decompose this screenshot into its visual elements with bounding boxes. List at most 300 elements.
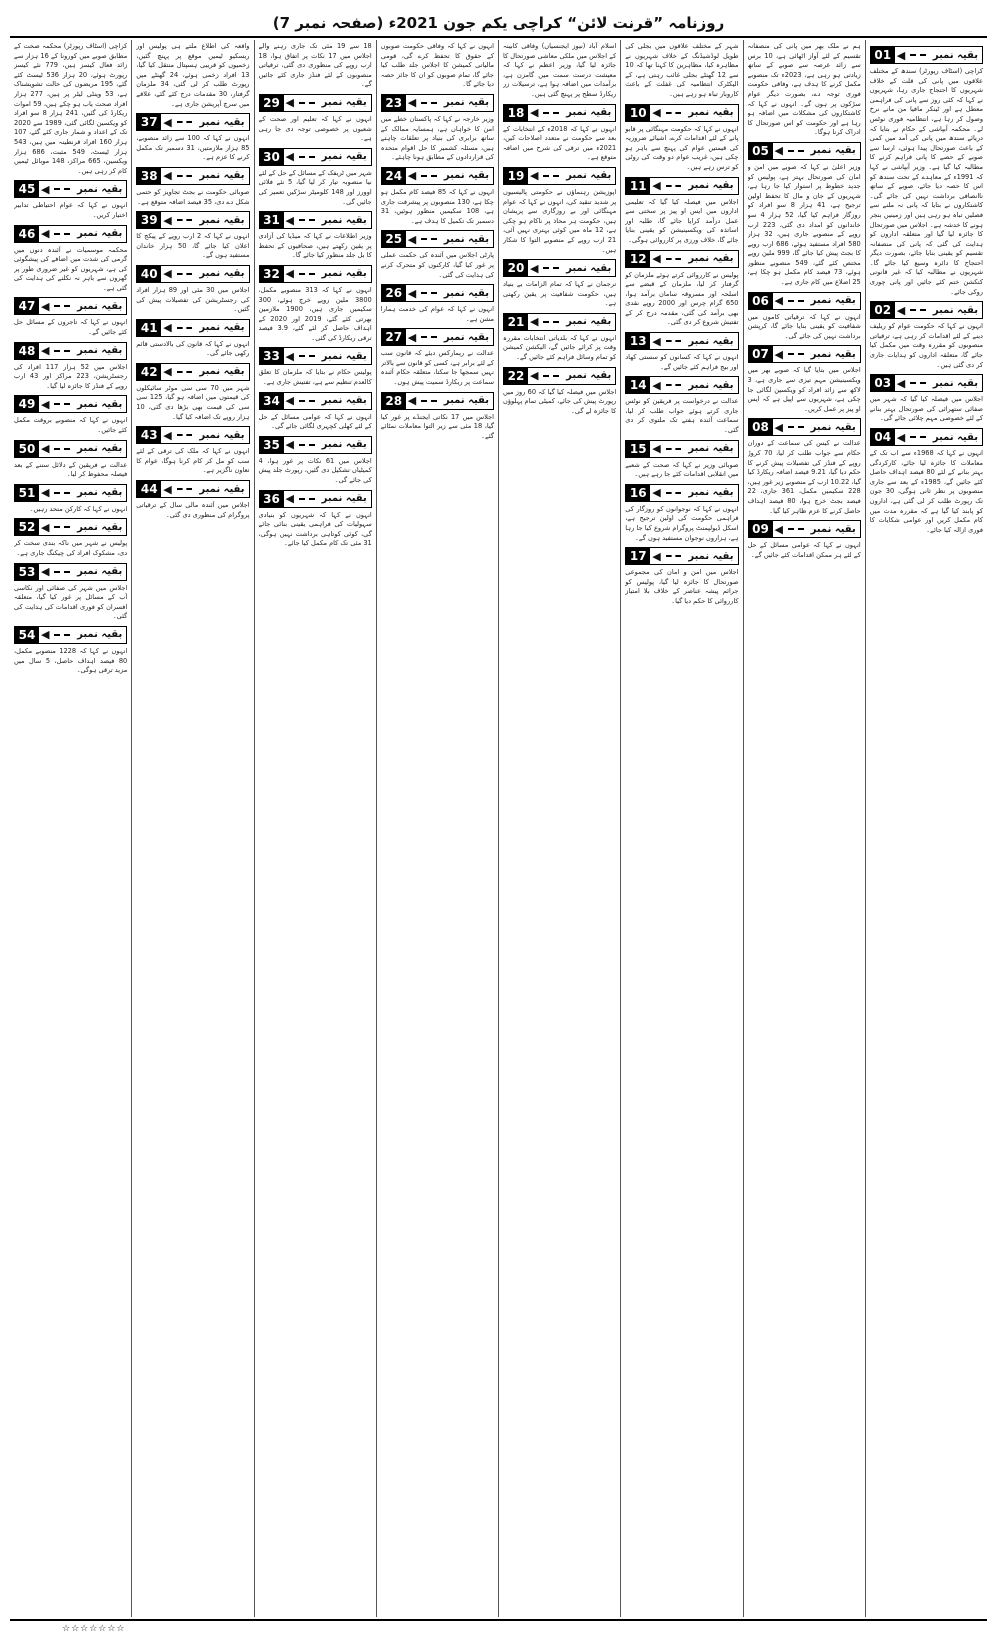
dashed-line — [910, 436, 926, 438]
continuation-word: بقیہ نمبر — [443, 170, 489, 182]
continuation-word: بقیہ نمبر — [199, 268, 245, 280]
arrow-left-icon: ◀ — [652, 106, 661, 120]
continuation-label — [748, 142, 861, 160]
dashed-line — [421, 102, 437, 104]
continuation-label — [748, 345, 861, 363]
article-text: پولیس حکام نے بتایا کہ ملزمان کا تعلق کالعدم تنظیم سے ہے، تفتیش جاری ہے۔ — [258, 368, 372, 387]
arrow-left-icon: ◀ — [41, 565, 50, 579]
article-text: شہر کے مختلف علاقوں میں بجلی کی طویل لوڈشیڈنگ کے خلاف شہریوں نے مظاہرہ کیا، مظاہرین کا کہنا تھا کہ 10 سے 12 گھنٹے بجلی غائب رہتی ہے، کے الیکٹرک انتظامیہ کی غفلت کے باعث کاروبار تباہ ہو رہے ہیں۔ — [625, 42, 739, 98]
article-text: ہم نے ملک بھر میں پانی کی منصفانہ تقسیم کے لئے آواز اٹھائی ہے، 10 برس سے زائد عرصہ سے صوبے کے ساتھ زیادتی ہو رہی ہے، 2023ء تک منصوبے مکمل کرنے کا ہدف ہے، وفاقی حکومت فوری توجہ دے، بصورت دیگر عوام سڑکوں پر ہوں گے۔ انہوں نے کہا کہ کاشتکاروں کی مشکلات میں اضافہ ہو رہا ہے اور حکومت کو اس صورتحال کا ادراک کرنا ہوگا۔ — [747, 42, 861, 137]
continuation-label — [14, 563, 127, 581]
continuation-label — [870, 301, 983, 319]
continuation-number: 40 — [137, 266, 161, 282]
continuation-number: 32 — [260, 266, 284, 282]
continuation-word: بقیہ نمبر — [321, 439, 367, 451]
article-text: اجلاس میں 30 مئی اور 89 ہزار افراد کی رجسٹریشن کی تفصیلات پیش کی گئیں۔ — [136, 285, 250, 314]
article-text: انہوں نے کہا کہ کسانوں کو سستی کھاد اور بیج فراہم کئے جائیں گے۔ — [625, 353, 739, 371]
arrow-left-icon: ◀ — [652, 549, 661, 563]
continuation-label — [136, 113, 249, 131]
continuation-word: بقیہ نمبر — [688, 379, 734, 391]
continuation-label — [625, 484, 738, 502]
continuation-label — [748, 418, 861, 436]
continuation-label — [259, 211, 372, 229]
news-column — [376, 40, 498, 1617]
arrow-left-icon: ◀ — [530, 315, 539, 329]
dashed-line — [299, 273, 315, 275]
arrow-left-icon: ◀ — [41, 227, 50, 240]
continuation-word: بقیہ نمبر — [199, 322, 245, 334]
article-text: انہوں نے کہا کہ 1968ء سے اب تک کے معاملات کا جائزہ لیا جائے، کارکردگی بہتر بنانے کے لئے 80 فیصد اہداف حاصل کئے جائیں گے، 1985ء کے بعد سے جاری منصوبوں پر نظر ثانی ہوگی، 30 جون تک رپورٹ طلب کر لی گئی ہے، اداروں کو پابند کیا گیا ہے کہ مقررہ مدت میں کام مکمل کریں اور عوامی شکایات کا فوری ازالہ کیا جائے۔ — [869, 449, 983, 534]
article-text: انہوں نے کہا کہ 2 ارب روپے کے پیکج کا اعلان کیا جائے گا، 50 ہزار خاندان مستفید ہوں گے۔ — [136, 232, 250, 260]
dashed-line — [788, 353, 804, 355]
article-text: انہوں نے کہا کہ 2018ء کے انتخابات کے بعد سے حکومت نے متعدد اصلاحات کیں، 2021ء میں ترقی کی شرح میں اضافہ متوقع ہے۔ — [503, 124, 617, 162]
dashed-line — [666, 555, 682, 557]
continuation-label — [503, 167, 616, 185]
dashed-line — [543, 321, 559, 323]
continuation-label — [503, 367, 616, 385]
arrow-left-icon: ◀ — [41, 442, 50, 456]
dashed-line — [666, 492, 682, 494]
arrow-left-icon: ◀ — [774, 420, 783, 434]
dashed-line — [54, 403, 70, 405]
arrow-left-icon: ◀ — [41, 397, 50, 411]
news-column — [10, 40, 131, 1617]
arrow-left-icon: ◀ — [285, 96, 294, 110]
dashed-line — [666, 112, 682, 114]
continuation-word: بقیہ نمبر — [321, 151, 367, 163]
article-text: اسلام آباد (نیوز ایجنسیاں) وفاقی کابینہ کے اجلاس میں ملکی معاشی صورتحال کا جائزہ لیا گیا، وزیر اعظم نے کہا کہ معیشت درست سمت میں گامزن ہے، برآمدات میں اضافہ ہوا ہے، ترسیلات زر ریکارڈ سطح پر پہنچ گئی ہیں۔ — [503, 42, 617, 98]
continuation-label — [14, 484, 127, 502]
dashed-line — [788, 150, 804, 152]
news-column — [620, 40, 742, 1617]
continuation-number: 12 — [626, 251, 650, 267]
continuation-label — [14, 180, 127, 198]
continuation-number: 28 — [382, 393, 406, 409]
arrow-left-icon: ◀ — [163, 169, 172, 183]
continuation-label — [870, 428, 983, 446]
arrow-left-icon: ◀ — [652, 252, 661, 265]
continuation-number: 26 — [382, 285, 406, 301]
continuation-number: 15 — [626, 441, 650, 457]
continuation-label — [870, 374, 983, 392]
article-text: وزیر اعلیٰ نے کہا کہ صوبے میں امن و امان کی صورتحال بہتر ہے، پولیس کو جدید خطوط پر استوار کیا جا رہا ہے، شہریوں کے جان و مال کا تحفظ اولین ترجیح ہے، 41 ہزار 8 سو افراد کو روزگار فراہم کیا گیا، 52 ہزار 4 سو خاندانوں کو امداد دی گئی، 223 ارب روپے کے منصوبے جاری ہیں، 32 ہزار 580 افراد مستفید ہوئے، 686 ارب روپے کا بجٹ پیش کیا جائے گا، 999 ملین روپے مختص کئے گئے، 549 منصوبے منظور ہوئے، 73 فیصد کام مکمل ہو چکا ہے، 25 اضلاع میں کام جاری ہے۔ — [747, 162, 861, 287]
continuation-word: بقیہ نمبر — [321, 268, 367, 280]
article-text: اجلاس میں 61 نکات پر غور ہوا، 4 کمیٹیاں تشکیل دی گئیں، رپورٹ جلد پیش کی جائے گی۔ — [258, 456, 372, 485]
continuation-label — [625, 547, 738, 565]
continuation-label — [381, 167, 494, 185]
article-text: انہوں نے کہا کہ 1228 منصوبے مکمل، 80 فیصد اہداف حاصل، 5 سال میں مزید ترقی ہوگی۔ — [14, 646, 128, 675]
continuation-number: 39 — [137, 212, 161, 228]
continuation-word: بقیہ نمبر — [932, 377, 978, 389]
dashed-line — [910, 54, 926, 56]
arrow-left-icon: ◀ — [41, 628, 50, 642]
article-text: محکمہ موسمیات نے آئندہ دنوں میں گرمی کی شدت میں اضافے کی پیشگوئی کی ہے، شہریوں کو غیر ضروری طور پر گھروں سے باہر نہ نکلنے کی ہدایت کی گئی ہے۔ — [14, 245, 128, 292]
continuation-label — [14, 626, 127, 644]
continuation-word: بقیہ نمبر — [77, 629, 123, 641]
arrow-left-icon: ◀ — [652, 334, 661, 348]
continuation-number: 35 — [260, 437, 284, 453]
continuation-word: بقیہ نمبر — [688, 253, 734, 264]
continuation-number: 44 — [137, 481, 161, 497]
article-text: اجلاس میں امن و امان کی مجموعی صورتحال کا جائزہ لیا گیا، پولیس کو جرائم پیشہ عناصر کے خلاف بلا امتیاز کارروائی کا حکم دیا گیا۔ — [625, 568, 739, 605]
article-text: اجلاس میں 17 نکاتی ایجنڈے پر غور کیا گیا، 18 مئی سے زیر التوا معاملات نمٹائے گئے۔ — [380, 412, 494, 440]
dashed-line — [421, 292, 437, 294]
continuation-number: 14 — [626, 377, 650, 393]
continuation-label — [136, 426, 249, 444]
arrow-left-icon: ◀ — [163, 115, 172, 129]
dashed-line — [543, 112, 559, 114]
dashed-line — [299, 219, 315, 221]
continuation-word: بقیہ نمبر — [688, 180, 734, 192]
continuation-word: بقیہ نمبر — [321, 214, 367, 226]
dashed-line — [910, 382, 926, 384]
arrow-left-icon: ◀ — [41, 486, 50, 500]
continuation-number: 31 — [260, 212, 284, 228]
continuation-word: بقیہ نمبر — [321, 97, 367, 109]
continuation-number: 10 — [626, 105, 650, 121]
continuation-word: بقیہ نمبر — [199, 170, 245, 182]
dashed-line — [788, 300, 804, 302]
arrow-left-icon: ◀ — [41, 344, 50, 358]
continuation-word: بقیہ نمبر — [932, 304, 978, 316]
continuation-word: بقیہ نمبر — [932, 431, 978, 443]
arrow-left-icon: ◀ — [530, 369, 539, 383]
continuation-label — [259, 265, 372, 283]
arrow-left-icon: ◀ — [163, 321, 172, 335]
continuation-word: بقیہ نمبر — [77, 487, 123, 499]
dashed-line — [299, 355, 315, 357]
arrow-left-icon: ◀ — [652, 486, 661, 500]
dashed-line — [177, 121, 193, 123]
article-text: انہوں نے کہا کہ عوام احتیاطی تدابیر اختیار کریں۔ — [14, 201, 128, 219]
article-text: پارٹی اجلاس میں آئندہ کی حکمت عملی پر غور کیا گیا، کارکنوں کو متحرک کرنے کی ہدایت کی گئی۔ — [380, 251, 494, 279]
continuation-word: بقیہ نمبر — [77, 521, 123, 533]
article-text: وزیر خارجہ نے کہا کہ پاکستان خطے میں امن کا خواہاں ہے، ہمسایہ ممالک کے ساتھ برابری کی بنیاد پر تعلقات چاہتے ہیں، مسئلہ کشمیر کا حل اقوام متحدہ کی قراردادوں کے مطابق ہونا چاہئے۔ — [380, 114, 494, 162]
continuation-word: بقیہ نمبر — [810, 523, 856, 535]
continuation-word: بقیہ نمبر — [688, 335, 734, 347]
continuation-label — [625, 177, 738, 195]
dashed-line — [666, 258, 682, 260]
continuation-label — [14, 342, 127, 360]
arrow-left-icon: ◀ — [285, 349, 294, 363]
dashed-line — [666, 384, 682, 386]
article-text: انہوں نے کہا کہ ترقیاتی کاموں میں شفافیت کو یقینی بنایا جائے گا، کرپشن برداشت نہیں کی جائے گی۔ — [747, 312, 861, 340]
columns-container — [10, 40, 987, 1617]
article-text: وزیر اطلاعات نے کہا کہ میڈیا کی آزادی پر یقین رکھتے ہیں، صحافیوں کے تحفظ کا بل جلد منظور کیا جائے گا۔ — [258, 232, 372, 260]
dashed-line — [54, 350, 70, 352]
continuation-word: بقیہ نمبر — [810, 348, 856, 360]
continuation-label — [14, 440, 127, 458]
arrow-left-icon: ◀ — [407, 394, 417, 408]
article-text: عدالت نے درخواست پر فریقین کو نوٹس جاری کرتے ہوئے جواب طلب کر لیا، سماعت آئندہ ہفتے تک ملتوی کر دی گئی۔ — [625, 397, 739, 435]
article-text: انہوں نے کہا کہ 100 سے زائد منصوبے، 85 ہزار ملازمتیں، 31 دسمبر تک مکمل کرنے کا عزم ہے۔ — [136, 134, 250, 162]
article-text: انہوں نے کہا کہ منصوبے بروقت مکمل کئے جائیں۔ — [14, 416, 128, 435]
continuation-label — [381, 94, 494, 112]
continuation-number: 18 — [504, 105, 528, 121]
article-text: اجلاس میں فیصلہ کیا گیا کہ شہر میں صفائی ستھرائی کی صورتحال بہتر بنانے کے لئے خصوصی مہم چلائی جائے گی۔ — [869, 395, 983, 423]
continuation-number: 17 — [626, 548, 650, 564]
article-text: انہوں نے کہا کہ حکومت مہنگائی پر قابو پانے کے لئے اقدامات کرے، اشیائے ضروریہ کی قیمتیں عوام کی پہنچ سے باہر ہو چکی ہیں، غریب عوام دو وقت کی روٹی کو ترس رہے ہیں۔ — [625, 124, 739, 171]
dashed-line — [54, 571, 70, 573]
article-text: اجلاس میں فیصلہ کیا گیا کہ 60 روز میں رپورٹ پیش کی جائے، کمیٹی تمام پہلوؤں کا جائزہ لے گی۔ — [503, 387, 617, 415]
continuation-word: بقیہ نمبر — [77, 566, 123, 578]
article-text: اپوزیشن رہنماؤں نے حکومتی پالیسیوں پر شدید تنقید کی، انہوں نے کہا کہ عوام مہنگائی اور بے روزگاری سے پریشان ہیں، حکومت ہر محاذ پر ناکام ہو چکی ہے، 12 ماہ میں کوئی بہتری نہیں آئی، 21 ارب روپے کے منصوبے التوا کا شکار ہیں۔ — [503, 187, 617, 254]
continuation-word: بقیہ نمبر — [688, 487, 734, 499]
continuation-label — [14, 225, 127, 243]
continuation-label — [625, 250, 738, 268]
continuation-word: بقیہ نمبر — [321, 395, 367, 407]
continuation-label — [136, 211, 249, 229]
continuation-label — [259, 94, 372, 112]
continuation-number: 23 — [382, 95, 406, 111]
article-text: اجلاس میں آئندہ مالی سال کے ترقیاتی پروگرام کی منظوری دی گئی۔ — [136, 501, 250, 519]
continuation-number: 53 — [15, 564, 39, 580]
continuation-number: 08 — [749, 419, 773, 435]
continuation-word: بقیہ نمبر — [77, 183, 123, 195]
continuation-label — [14, 518, 127, 536]
continuation-label — [259, 436, 372, 454]
arrow-left-icon: ◀ — [652, 179, 661, 193]
article-text: اجلاس میں شہر کی صفائی اور نکاسی آب کے مسائل پر غور کیا گیا، متعلقہ افسران کو فوری اقدامات کی ہدایت کی گئی۔ — [14, 583, 128, 621]
arrow-left-icon: ◀ — [774, 144, 783, 158]
dashed-line — [54, 526, 70, 528]
continuation-number: 43 — [137, 427, 161, 443]
continuation-label — [503, 259, 616, 277]
continuation-label — [625, 376, 738, 394]
arrow-left-icon: ◀ — [530, 169, 539, 183]
continuation-number: 46 — [15, 226, 39, 242]
article-text: انہوں نے کہا کہ تاجروں کے مسائل حل کئے جائیں گے۔ — [14, 318, 128, 337]
dashed-line — [177, 488, 193, 490]
article-text: عدالت نے فریقین کے دلائل سننے کے بعد فیصلہ محفوظ کر لیا۔ — [14, 460, 128, 479]
continuation-label — [748, 292, 861, 310]
continuation-number: 22 — [504, 368, 528, 384]
continuation-word: بقیہ نمبر — [810, 421, 856, 433]
continuation-label — [381, 230, 494, 248]
article-text: 18 سے 19 مئی تک جاری رہنے والے اجلاس میں 17 نکات پر اتفاق ہوا، 18 ارب روپے کی منظوری دی گئی، ترقیاتی منصوبوں کے لئے فنڈز جاری کئے جائیں گے۔ — [258, 42, 372, 89]
arrow-left-icon: ◀ — [896, 376, 906, 390]
continuation-label — [136, 265, 249, 283]
arrow-left-icon: ◀ — [896, 48, 906, 62]
article-text: ترجمان نے کہا کہ تمام الزامات بے بنیاد ہیں، حکومت شفافیت پر یقین رکھتی ہے۔ — [503, 280, 617, 308]
continuation-word: بقیہ نمبر — [810, 295, 856, 307]
arrow-left-icon: ◀ — [896, 430, 906, 444]
article-text: انہوں نے کہا کہ وفاقی حکومت صوبوں کے حقوق کا تحفظ کرے گی، قومی مالیاتی کمیشن کا اجلاس جلد طلب کیا جائے گا، تمام صوبوں کو ان کا جائز حصہ دیا جائے گا۔ — [380, 42, 494, 89]
continuation-word: بقیہ نمبر — [77, 443, 123, 455]
continuation-word: بقیہ نمبر — [688, 443, 734, 455]
dashed-line — [543, 267, 559, 269]
continuation-label — [381, 328, 494, 346]
dashed-line — [788, 528, 804, 530]
article-text: انہوں نے کہا کہ ملک کی ترقی کے لئے سب کو مل کر کام کرنا ہوگا، عوام کا تعاون ناگزیر ہے۔ — [136, 447, 250, 475]
continuation-number: 05 — [749, 143, 773, 159]
continuation-number: 20 — [504, 260, 528, 276]
continuation-number: 09 — [749, 521, 773, 537]
article-text: انہوں نے کہا کہ 313 منصوبے مکمل، 3800 ملین روپے خرچ ہوئے، 300 سکیمیں جاری ہیں، 1900 ملازمین بھرتی کئے گئے، 2019 اور 2020 کے اہداف حاصل کر لئے گئے، 3.9 فیصد ترقی ریکارڈ کی گئی۔ — [258, 285, 372, 342]
article-text: انہوں نے کہا کہ عوامی مسائل کے حل کے لئے کھلی کچہری لگائی جائے گی۔ — [258, 412, 372, 431]
dashed-line — [177, 434, 193, 436]
dashed-line — [666, 185, 682, 187]
continuation-number: 02 — [871, 302, 895, 318]
arrow-left-icon: ◀ — [407, 96, 417, 110]
arrow-left-icon: ◀ — [774, 347, 783, 361]
continuation-word: بقیہ نمبر — [77, 345, 123, 357]
news-column — [254, 40, 376, 1617]
continuation-word: بقیہ نمبر — [688, 550, 734, 562]
continuation-number: 01 — [871, 47, 895, 63]
continuation-number: 34 — [260, 393, 284, 409]
article-text: عدالت نے کیس کی سماعت کے دوران حکام سے جواب طلب کر لیا، 70 کروڑ روپے کے فنڈز کی تفصیلات پیش کرنے کا حکم دیا گیا، 9.21 فیصد اضافہ ریکارڈ کیا گیا، 10.22 ارب کے منصوبے زیر غور ہیں، 228 سکیمیں مکمل، 361 جاری، 22 فیصد بجٹ خرچ ہوا، 80 فیصد اہداف حاصل کرنے کا عزم ظاہر کیا گیا۔ — [747, 439, 861, 515]
continuation-label — [259, 347, 372, 365]
dashed-line — [54, 188, 70, 190]
dashed-line — [543, 175, 559, 177]
continuation-number: 42 — [137, 364, 161, 380]
article-text: انہوں نے کہا کہ قانون کی بالادستی قائم رکھی جائے گی۔ — [136, 339, 250, 358]
arrow-left-icon: ◀ — [285, 267, 294, 281]
continuation-number: 52 — [15, 519, 39, 535]
continuation-number: 13 — [626, 333, 650, 349]
continuation-number: 06 — [749, 293, 773, 309]
continuation-label — [259, 148, 372, 166]
continuation-number: 11 — [626, 178, 650, 194]
arrow-left-icon: ◀ — [285, 150, 294, 164]
continuation-word: بقیہ نمبر — [77, 398, 123, 410]
article-text: انہوں نے کہا کہ عوامی مسائل کے حل کے لئے ہر ممکن اقدامات کئے جائیں گے۔ — [747, 541, 861, 559]
article-text: صوبائی وزیر نے کہا کہ صحت کے شعبے میں انقلابی اقدامات کئے جا رہے ہیں۔ — [625, 460, 739, 479]
continuation-number: 03 — [871, 375, 895, 391]
dashed-line — [421, 175, 437, 177]
arrow-left-icon: ◀ — [41, 182, 50, 196]
continuation-number: 19 — [504, 168, 528, 184]
article-text: شہر میں ٹریفک کے مسائل کے حل کے لئے نیا منصوبہ تیار کر لیا گیا، 5 نئے فلائی اوورز اور 148 کلومیٹر سڑکیں تعمیر کی جائیں گی۔ — [258, 168, 372, 206]
arrow-left-icon: ◀ — [652, 378, 661, 392]
continuation-word: بقیہ نمبر — [443, 395, 489, 407]
continuation-label — [625, 332, 738, 350]
article-text: انہوں نے کہا کہ عوام کی خدمت ہمارا مشن ہے۔ — [380, 305, 494, 323]
continuation-number: 04 — [871, 429, 895, 445]
article-text: انہوں نے کہا کہ کارکن متحد رہیں۔ — [29, 504, 128, 513]
continuation-word: بقیہ نمبر — [566, 316, 612, 328]
continuation-word: بقیہ نمبر — [199, 483, 245, 495]
arrow-left-icon: ◀ — [163, 267, 172, 281]
dashed-line — [54, 233, 70, 235]
arrow-left-icon: ◀ — [530, 106, 539, 120]
article-text: اجلاس میں 52 ہزار 117 افراد کی رجسٹریشن، 223 مراکز اور 43 ارب روپے کے فنڈز کا جائزہ لیا گیا۔ — [14, 362, 128, 390]
dashed-line — [54, 634, 70, 636]
arrow-left-icon: ◀ — [163, 365, 172, 379]
dashed-line — [299, 102, 315, 104]
continuation-label — [136, 319, 249, 337]
continuation-number: 50 — [15, 441, 39, 457]
article-text: انہوں نے کہا کہ 85 فیصد کام مکمل ہو چکا ہے، 130 منصوبوں پر پیشرفت جاری ہے، 108 سکیمیں منظور ہوئیں، 31 دسمبر تک تکمیل کا ہدف ہے۔ — [380, 187, 494, 225]
article-text: پولیس نے شہر میں ناکہ بندی سخت کر دی، مشکوک افراد کی چیکنگ جاری ہے۔ — [14, 539, 128, 557]
dashed-line — [666, 448, 682, 450]
page-footer — [10, 1619, 987, 1637]
continuation-word: بقیہ نمبر — [199, 366, 245, 378]
news-column — [131, 40, 253, 1617]
continuation-word: بقیہ نمبر — [77, 300, 123, 312]
continuation-label — [14, 297, 127, 315]
arrow-left-icon: ◀ — [774, 294, 783, 308]
article-text: اجلاس میں فیصلہ کیا گیا کہ تعلیمی اداروں میں ایس او پیز پر سختی سے عمل درآمد کرایا جائے گا، طلبہ اور اساتذہ کی ویکسینیشن کو یقینی بنایا جائے گا، خلاف ورزی پر کارروائی ہوگی۔ — [625, 197, 739, 244]
continuation-label — [14, 395, 127, 413]
continuation-label — [503, 104, 616, 122]
dashed-line — [543, 375, 559, 377]
continuation-word: بقیہ نمبر — [77, 228, 123, 239]
arrow-left-icon: ◀ — [163, 213, 172, 227]
article-text: کراچی (اسٹاف رپورٹر) سندھ کے مختلف علاقوں میں پانی کی قلت کے خلاف شہریوں کا احتجاج جاری رہا، شہریوں نے کہا کہ کئی روز سے پانی کی فراہمی معطل ہے اور ٹینکر مافیا من مانے نرخ وصول کر رہا ہے، انتظامیہ فوری نوٹس لے۔ محکمہ آبپاشی کے حکام نے بتایا کہ دریائے سندھ میں پانی کی آمد میں کمی کے باعث صورتحال پیدا ہوئی، ارسا سے صوبے کے حصے کا پانی فراہم کرنے کا مطالبہ کیا گیا ہے۔ وزیر آبپاشی نے کہا کہ 1991ء کے معاہدے کے تحت سندھ کو اس کا حصہ دیا جائے، صوبے کے ساتھ ناانصافی برداشت نہیں کی جائے گی۔ کاشتکاروں نے بتایا کہ پانی نہ ملنے سے فصلیں تباہ ہو رہی ہیں اور زمینیں بنجر ہونے کا خدشہ ہے۔ اجلاس میں صورتحال کا جائزہ لیا گیا اور متعلقہ اداروں کو ہدایت کی گئی کہ پانی کی منصفانہ تقسیم کو یقینی بنایا جائے، بصورت دیگر احتجاج کا دائرہ وسیع کیا جائے گا۔ شہریوں نے مطالبہ کیا کہ غیر قانونی کنکشن ختم کئے جائیں اور پانی چوری روکی جائے۔ — [869, 67, 983, 296]
continuation-word: بقیہ نمبر — [321, 493, 367, 505]
arrow-left-icon: ◀ — [407, 330, 417, 344]
dashed-line — [177, 175, 193, 177]
dashed-line — [788, 426, 804, 428]
continuation-number: 41 — [137, 320, 161, 336]
continuation-label — [625, 440, 738, 458]
masthead-title: روزنامہ ”قرنت لائن“ کراچی یکم جون 2021ء (صفحہ نمبر 7) — [272, 14, 725, 32]
arrow-left-icon: ◀ — [896, 303, 906, 317]
dashed-line — [177, 273, 193, 275]
arrow-left-icon: ◀ — [652, 442, 661, 456]
dashed-line — [421, 400, 437, 402]
arrow-left-icon: ◀ — [530, 261, 539, 275]
continuation-number: 21 — [504, 314, 528, 330]
continuation-word: بقیہ نمبر — [688, 107, 734, 119]
arrow-left-icon: ◀ — [285, 438, 294, 452]
continuation-word: بقیہ نمبر — [443, 287, 489, 299]
arrow-left-icon: ◀ — [285, 213, 294, 227]
dashed-line — [177, 371, 193, 373]
article-text: انہوں نے کہا کہ نوجوانوں کو روزگار کی فراہمی حکومت کی اولین ترجیح ہے، اسکل ڈیولپمنٹ پروگرام شروع کیا جا رہا ہے، ہزاروں نوجوان مستفید ہوں گے۔ — [625, 504, 739, 542]
continuation-word: بقیہ نمبر — [443, 233, 489, 245]
article-text: پولیس نے کارروائی کرتے ہوئے ملزمان کو گرفتار کر لیا، ملزمان کے قبضے سے اسلحہ اور مسروقہ سامان برآمد ہوا، 650 گرام چرس اور 2000 روپے نقدی بھی برآمد کی گئی، مقدمہ درج کر کے تفتیش شروع کر دی گئی۔ — [625, 270, 739, 327]
dashed-line — [299, 444, 315, 446]
arrow-left-icon: ◀ — [407, 169, 417, 183]
continuation-word: بقیہ نمبر — [199, 214, 245, 226]
continuation-number: 51 — [15, 485, 39, 501]
continuation-label — [748, 520, 861, 538]
continuation-word: بقیہ نمبر — [566, 170, 612, 182]
continuation-word: بقیہ نمبر — [443, 331, 489, 343]
news-column — [865, 40, 987, 1617]
continuation-number: 25 — [382, 231, 406, 247]
article-text: اجلاس میں بتایا گیا کہ صوبے بھر میں ویکسینیشن مہم تیزی سے جاری ہے، 3 لاکھ سے زائد افراد کو ویکسین لگائی جا چکی ہے، شہریوں سے اپیل ہے کہ ایس او پیز پر عمل کریں۔ — [747, 366, 861, 413]
continuation-label — [136, 480, 249, 498]
continuation-number: 16 — [626, 485, 650, 501]
dashed-line — [299, 400, 315, 402]
footer-stars: ☆☆☆☆☆☆☆ — [62, 1624, 126, 1634]
continuation-word: بقیہ نمبر — [810, 145, 856, 157]
continuation-word: بقیہ نمبر — [443, 97, 489, 109]
arrow-left-icon: ◀ — [163, 428, 172, 442]
continuation-number: 38 — [137, 168, 161, 184]
continuation-label — [259, 490, 372, 508]
continuation-number: 30 — [260, 149, 284, 165]
continuation-number: 24 — [382, 168, 406, 184]
arrow-left-icon: ◀ — [407, 232, 417, 246]
masthead — [10, 10, 987, 38]
dashed-line — [910, 309, 926, 311]
continuation-label — [625, 104, 738, 122]
continuation-word: بقیہ نمبر — [566, 262, 612, 274]
continuation-number: 27 — [382, 329, 406, 345]
news-column — [498, 40, 620, 1617]
continuation-number: 33 — [260, 348, 284, 364]
continuation-word: بقیہ نمبر — [566, 107, 612, 119]
continuation-number: 48 — [15, 343, 39, 359]
dashed-line — [421, 336, 437, 338]
continuation-number: 07 — [749, 346, 773, 362]
arrow-left-icon: ◀ — [41, 299, 50, 313]
